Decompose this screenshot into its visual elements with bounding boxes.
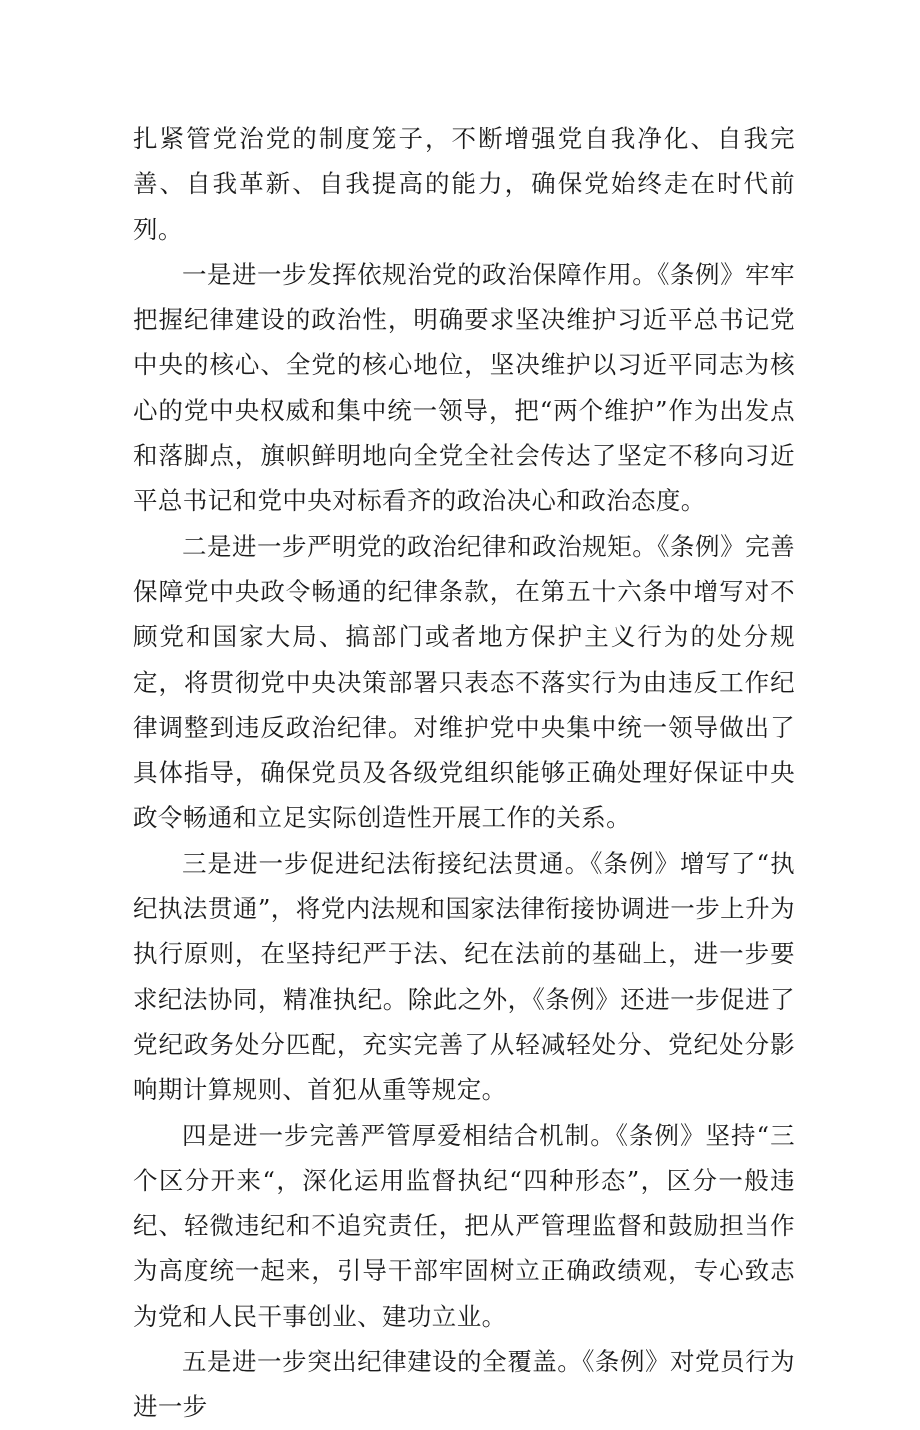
paragraph-point-two: 二是进一步严明党的政治纪律和政治规矩。《条例》完善保障党中央政令畅通的纪律条款，在第五十六条中增写对不顾党和国家大局、搞部门或者地方保护主义行为的处分规定，将贯彻党中央决策部署只表态不落实行为由违反工作纪律调整到违反政治纪律。对维护党中央集中统一领导做出了具体指导，确保党员及各级党组织能够正确处理好保证中央政令畅通和立足实际创造性开展工作的关系。 xyxy=(133,531,795,833)
paragraph-point-three: 三是进一步促进纪法衔接纪法贯通。《条例》增写了“执纪执法贯通”，将党内法规和国家法律衔接协调进一步上升为执行原则，在坚持纪严于法、纪在法前的基础上，进一步要求纪法协同，精准执纪。除此之外，《条例》还进一步促进了党纪政务处分匹配，充实完善了从轻减轻处分、党纪处分影响期计算规则、首犯从重等规定。 xyxy=(133,848,795,1105)
paragraph-continuation: 扎紧管党治党的制度笼子，不断增强党自我净化、自我完善、自我革新、自我提高的能力，确保党始终走在时代前列。 xyxy=(133,124,795,244)
paragraph-point-four: 四是进一步完善严管厚爱相结合机制。《条例》坚持“三个区分开来“，深化运用监督执纪“四种形态”，区分一般违纪、轻微违纪和不追究责任，把从严管理监督和鼓励担当作为高度统一起来，引导干部牢固树立正确政绩观，专心致志为党和人民干事创业、建功立业。 xyxy=(133,1120,795,1331)
paragraph-point-five: 五是进一步突出纪律建设的全覆盖。《条例》对党员行为进一步 xyxy=(133,1347,795,1422)
paragraph-point-one: 一是进一步发挥依规治党的政治保障作用。《条例》牢牢把握纪律建设的政治性，明确要求坚决维护习近平总书记党中央的核心、全党的核心地位，坚决维护以习近平同志为核心的党中央权威和集中统一领导，把“两个维护”作为出发点和落脚点，旗帜鲜明地向全党全社会传达了坚定不移向习近平总书记和党中央对标看齐的政治决心和政治态度。 xyxy=(133,259,795,516)
document-body xyxy=(133,116,795,1430)
